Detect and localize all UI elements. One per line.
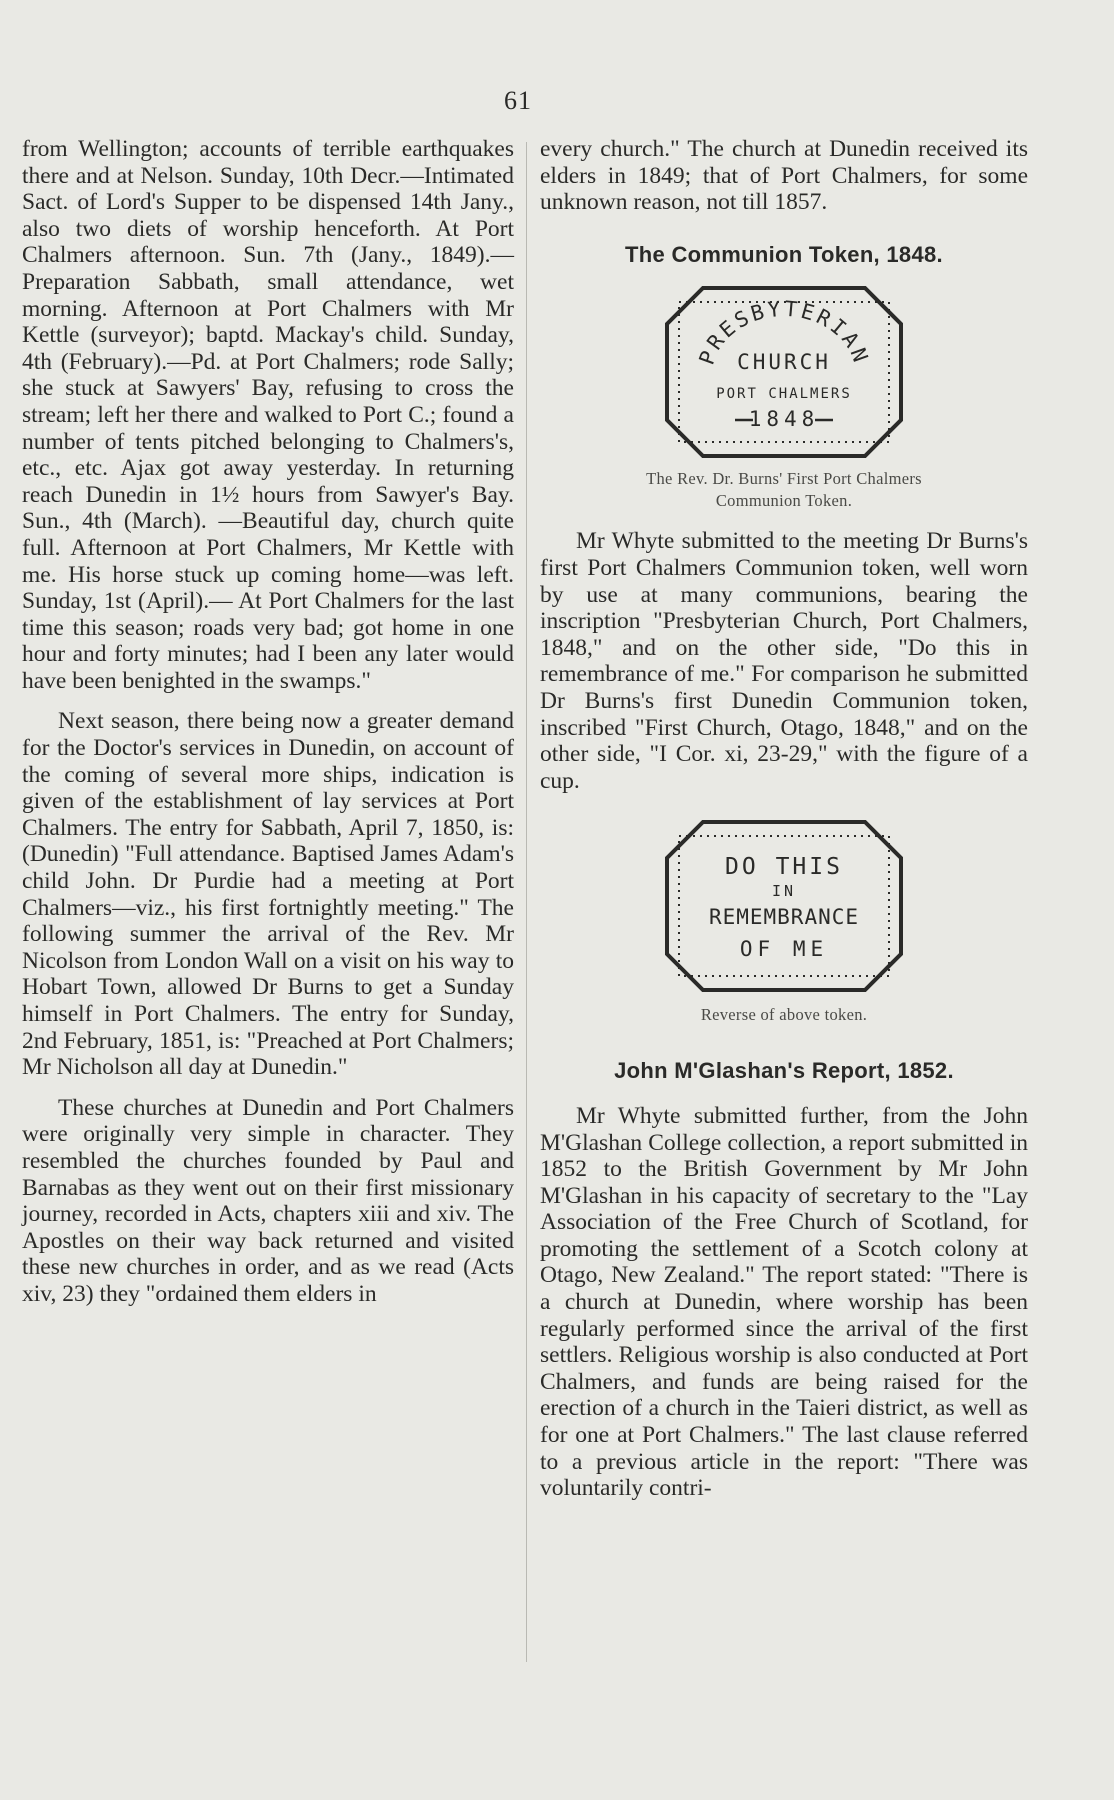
token-front-caption-line-1: The Rev. Dr. Burns' First Port Chalmers <box>646 469 922 489</box>
token-back-line-1: DO THIS <box>725 854 843 881</box>
page-number: 61 <box>504 86 532 115</box>
left-paragraph-2: Next season, there being now a greater demand for the Doctor's services in Dunedin, on account of the coming of several more ships, indication is given of the establishment of lay services at Port Chalmers. The entry for Sabbath, April 7, 1850, is: (Dunedin) "Full attendance. Baptised James Adam's child John. Dr Purdie had a meeting at Port Chalmers—viz., his first fortnightly meeting." The following summer the arrival of the Rev. Mr Nicolson from London Wall on a visit on his way to Hobart Town, allowed Dr Burns to get a Sunday himself in Port Chalmers. The entry for Sunday, 2nd February, 1851, is: "Preached at Port Chalmers; Mr Nicholson all day at Dunedin." <box>22 708 514 1081</box>
column-divider <box>526 142 527 1662</box>
token-back-caption: Reverse of above token. <box>700 1005 868 1025</box>
left-paragraph-3: These churches at Dunedin and Port Chalmers were originally very simple in character. They resembled the churches founded by Paul and Barnabas as they went out on their first missionary journey, recorded in Acts, chapters xiii and xiv. The Apostles on their way back returned and visited these new churches in order, and as we read (Acts xiv, 23) they "ordained them elders in <box>22 1094 514 1307</box>
left-column <box>22 136 514 1308</box>
token-front-arc-text: PRESBYTERIAN <box>694 297 874 369</box>
token-front-caption <box>540 468 1028 512</box>
token-back-line-3: REMEMBRANCE <box>708 905 860 930</box>
token-front-caption-line-2: Communion Token. <box>715 491 853 511</box>
heading-mglashan-report: John M'Glashan's Report, 1852. <box>614 1058 954 1084</box>
token-front-year-text: 1848 <box>748 407 820 432</box>
token-front-image <box>659 280 909 464</box>
right-paragraph-top: every church." The church at Dunedin received its elders in 1849; that of Port Chalmers, for some unknown reason, not till 1857. <box>540 136 1028 216</box>
token-back-image <box>659 814 909 998</box>
token-back-line-4: OF ME <box>739 937 829 962</box>
right-paragraph-report: Mr Whyte submitted further, from the John M'Glashan College collection, a report submitted in 1852 to the British Government by Mr John M'Glashan in his capacity of secretary to the "Lay Association of the Free Church of Scotland, for promoting the settlement of a Scotch colony at Otago, New Zealand." The report stated: "There is a church at Dunedin, where worship has been regularly performed since the arrival of the first settlers. Religious worship is also conducted at Port Chalmers, and funds are being raised for the erection of a church in the Taieri district, as well as for one at Port Chalmers." The last clause referred to a previous article in the report: "There was voluntarily contri- <box>540 1102 1028 1502</box>
left-paragraph-1: from Wellington; accounts of terrible earthquakes there and at Nelson. Sunday, 10th Decr.—Intimated Sact. of Lord's Supper to be dispensed 14th Jany., also two diets of worship henceforth. At Port Chalmers afternoon. Sun. 7th (Jany., 1849).—Preparation Sabbath, small attendance, wet morning. Afternoon at Port Chalmers with Mr Kettle (surveyor); baptd. Mackay's child. Sunday, 4th (February).—Pd. at Port Chalmers; rode Sally; she stuck at Sawyers' Bay, refusing to cross the stream; left her there and walked to Port C.; found a number of tents pitched belonging to Chalmers's, etc., etc. Ajax got away yesterday. In returning reach Dunedin in 1½ hours from Sawyer's Bay. Sun., 4th (March). —Beautiful day, church quite full. Afternoon at Port Chalmers, Mr Kettle with me. His horse stuck up coming home—was left. Sunday, 1st (April).— At Port Chalmers for the last time this season; roads very bad; got home in one hour and forty minutes; had I been any later would have been benighted in the swamps." <box>22 136 514 694</box>
right-column <box>540 136 1028 1502</box>
heading-communion-token: The Communion Token, 1848. <box>625 241 943 267</box>
token-front-church-text: CHURCH <box>737 350 831 375</box>
right-paragraph-token: Mr Whyte submitted to the meeting Dr Burns's first Port Chalmers Communion token, well worn by use at many communions, bearing the inscription "Presbyterian Church, Port Chalmers, 1848," and on the other side, "Do this in remembrance of me." For comparison he submitted Dr Burns's first Dunedin Communion token, inscribed "First Church, Otago, 1848," and on the other side, "I Cor. xi, 23-29," with the figure of a cup. <box>540 528 1028 794</box>
token-back-line-2: IN <box>771 882 797 901</box>
token-front-port-text: PORT CHALMERS <box>716 386 852 403</box>
